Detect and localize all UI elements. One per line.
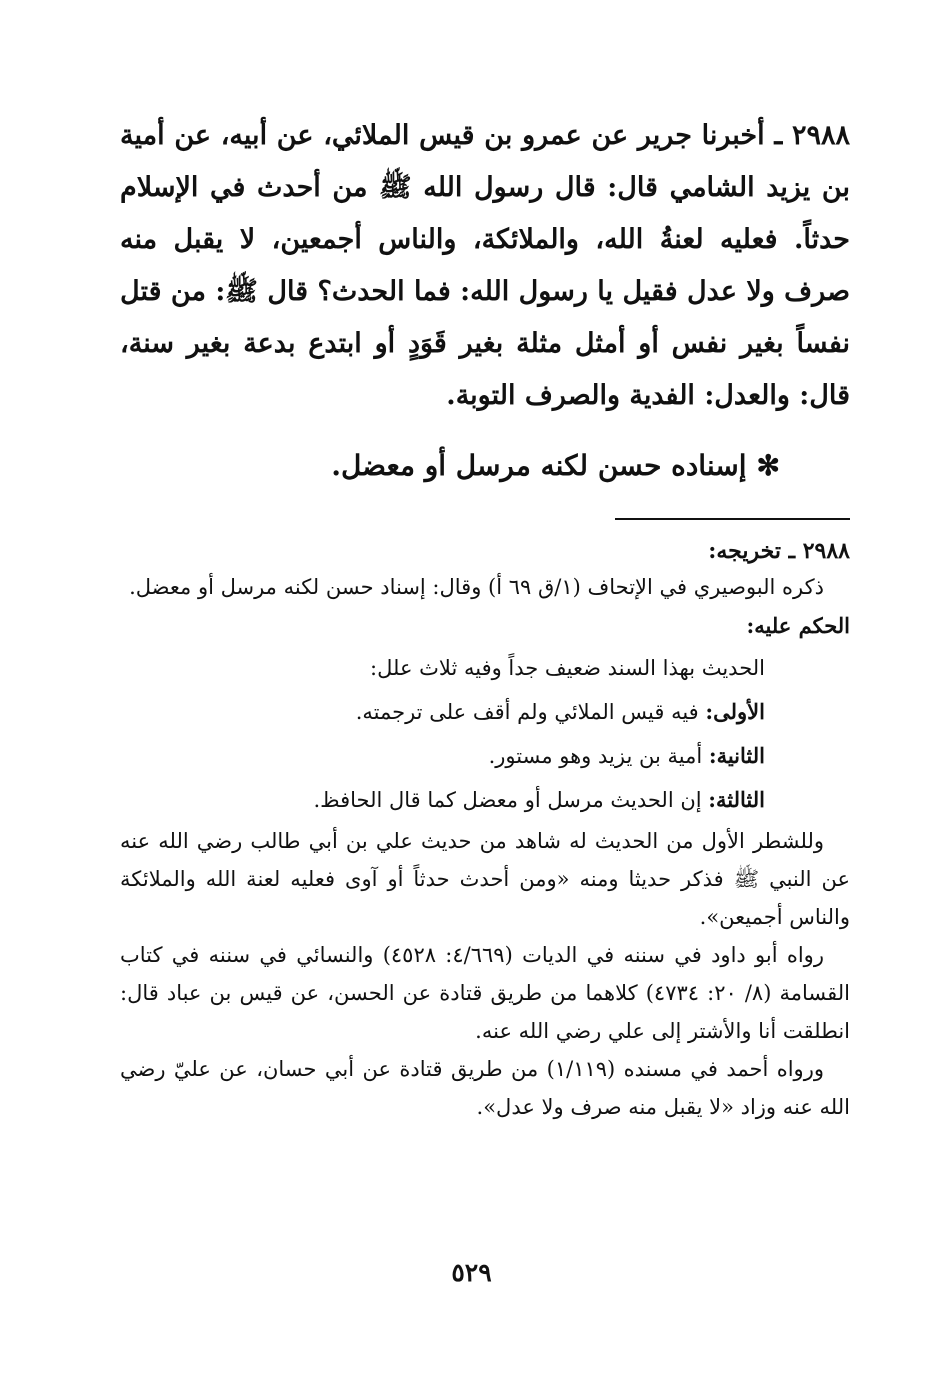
hadith-dash: ـ xyxy=(764,120,792,151)
footnote-divider xyxy=(615,518,850,520)
takhrij-number: ٢٩٨٨ xyxy=(802,538,850,564)
isnad-grading xyxy=(120,446,780,486)
illa-label: الثالثة: xyxy=(708,787,765,812)
illa-text: إن الحديث مرسل أو معضل كما قال الحافظ. xyxy=(313,788,709,812)
takhrij-note: ذكره البوصيري في الإتحاف (١/ق ٦٩ أ) وقال: إسناد حسن لكنه مرسل أو معضل. xyxy=(129,575,824,599)
shahid-paragraph: وللشطر الأول من الحديث له شاهد من حديث علي بن أبي طالب رضي الله عنه عن النبي ﷺ فذكر حديثا ومنه «ومن أحدث حدثاً أو آوى فعليه لعنة الله والملائكة والناس أجميعن». xyxy=(120,829,850,929)
page-number: ٥٢٩ xyxy=(451,1258,492,1287)
grading-text: إسناده حسن لكنه مرسل أو معضل. xyxy=(331,449,747,482)
illa-first xyxy=(120,690,765,734)
abu-dawud-paragraph: رواه أبو داود في سننه في الديات (٤/٦٦٩: ٤٥٢٨) والنسائي في سننه في كتاب القسامة (٨/ ٢٠: ٤٧٣٤) كلاهما من طريق قتادة عن الحسن، عن قيس بن عباد قال: انطلقت أنا والأشتر إلى علي رضي الله عنه. xyxy=(120,943,850,1043)
illa-third xyxy=(120,778,765,822)
illa-text: فيه قيس الملائي ولم أقف على ترجمته. xyxy=(355,700,706,724)
takhrij-dash: ـ xyxy=(780,538,803,564)
hukm-heading: الحكم عليه: xyxy=(746,613,850,638)
hukm-intro: الحديث بهذا السند ضعيف جداً وفيه ثلاث علل: xyxy=(370,656,765,680)
illa-second xyxy=(120,734,765,778)
star-icon: ✻ xyxy=(756,449,780,482)
illa-label: الثانية: xyxy=(708,743,765,768)
illa-label: الأولى: xyxy=(705,699,765,724)
takhrij-label: تخريجه: xyxy=(708,538,781,564)
hadith-body: أخبرنا جرير عن عمرو بن قيس الملائي، عن أبيه، عن أمية بن يزيد الشامي قال: قال رسول الله ﷺ من أحدث في الإسلام حدثاً. فعليه لعنةُ الله، والملائكة، والناس أجمعين، لا يقبل منه صرف ولا عدل فقيل يا رسول الله: فما الحدث؟ قال ﷺ: من قتل نفساً بغير نفس أو أمثل مثلة بغير قَوَدٍ أو ابتدع بدعة بغير سنة، قال: والعدل: الفدية والصرف التوبة. xyxy=(120,120,850,411)
takhrij-heading xyxy=(120,534,850,568)
hadith-number: ٢٩٨٨ xyxy=(791,120,850,151)
illa-text: أمية بن يزيد وهو مستور. xyxy=(488,744,709,768)
ahmad-paragraph: ورواه أحمد في مسنده (١/١١٩) من طريق قتادة عن أبي حسان، عن عليّ رضي الله عنه وزاد «لا يقبل منه صرف ولا عدل». xyxy=(120,1057,850,1119)
page-body xyxy=(120,110,850,1350)
hadith-text xyxy=(120,110,850,422)
